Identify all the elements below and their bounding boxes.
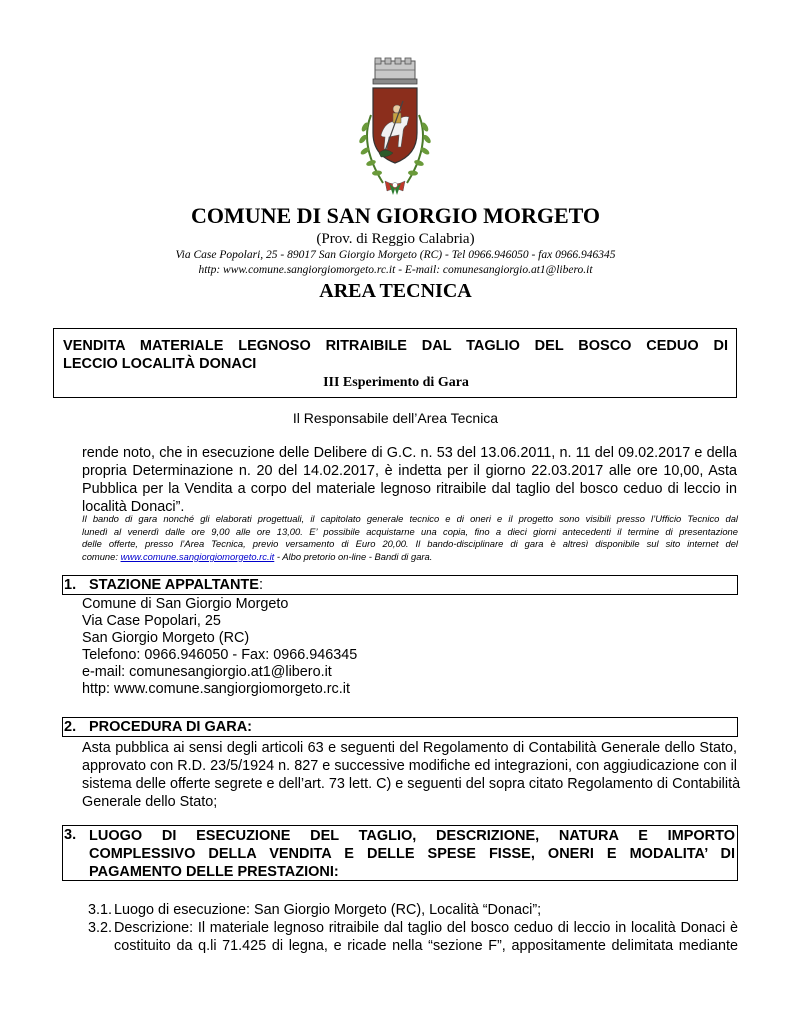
procedura-paragraph — [82, 739, 741, 811]
municipal-crest-icon — [345, 55, 445, 205]
procedura-line-3: sistema delle offerte segrete e dell’art. 73 lett. C) e seguenti del sopra citato Regolamento di Contabilità — [82, 776, 741, 792]
section-3-title-line-2: COMPLESSIVO DELLA VENDITA E DELLE SPESE FISSE, ONERI E MODALITA’ DI — [89, 846, 735, 862]
section-1-header — [62, 575, 738, 595]
notice-subtitle: III Esperimento di Gara — [323, 375, 469, 390]
section-1-title-text: STAZIONE APPALTANTE — [89, 577, 259, 593]
stazione-line-6: http: www.comune.sangiorgiomorgeto.rc.it — [82, 681, 350, 697]
responsabile-line: Il Responsabile dell’Area Tecnica — [292, 410, 499, 426]
notice-title-box — [53, 328, 737, 398]
note-line-2: lunedì al venerdì dalle ore 9,00 alle ore 13,00. E’ possibile acquistarne una copia, fino a dieci giorni antecedenti il termine di presentazione — [82, 525, 738, 537]
address-line: Via Case Popolari, 25 - 89017 San Giorgio Morgeto (RC) - Tel 0966.946050 - fax 0966.946345 — [175, 249, 616, 261]
notice-title-line-1: VENDITA MATERIALE LEGNOSO RITRAIBILE DAL TAGLIO DEL BOSCO CEDUO DI — [63, 338, 728, 354]
intro-paragraph — [82, 444, 737, 516]
section-2-number: 2. — [64, 719, 77, 735]
subsection-3-1-label: 3.1. — [88, 902, 113, 918]
subsection-3-2-line-2: costituito da q.li 71.425 di legna, e ricade nella “sezione F”, appositamente delimitata mediante — [114, 938, 738, 954]
availability-note — [82, 513, 738, 563]
procedura-line-1: Asta pubblica ai sensi degli articoli 63 e seguenti del Regolamento di Contabilità Generale dello Stato, — [82, 740, 737, 756]
section-1-title-colon: : — [258, 577, 263, 593]
stazione-line-1: Comune di San Giorgio Morgeto — [82, 596, 289, 612]
comune-title: COMUNE DI SAN GIORGIO MORGETO — [190, 203, 601, 228]
intro-line-1: rende noto, che in esecuzione delle Delibere di G.C. n. 53 del 13.06.2011, n. 11 del 09.02.2017 e della — [82, 445, 737, 461]
section-3-number: 3. — [64, 827, 77, 843]
stazione-appaltante-details — [82, 596, 357, 698]
provincia-subtitle: (Prov. di Reggio Calabria) — [316, 231, 475, 247]
procedura-line-2: approvato con R.D. 23/5/1924 n. 827 e successive modifiche ed integrazioni, con aggiudicazione con il — [82, 758, 737, 774]
subsection-3-2-line-1: Descrizione: Il materiale legnoso ritraibile dal taglio del bosco ceduo di leccio in località Donaci è — [114, 920, 738, 936]
intro-line-3: Pubblica per la Vendita a corpo del materiale legnoso ritraibile dal taglio del bosco ceduo di leccio in — [82, 481, 737, 497]
intro-line-4: località Donaci”. — [82, 499, 185, 515]
subsection-3-2-label: 3.2. — [88, 920, 113, 936]
web-email-line: http: www.comune.sangiorgiomorgeto.rc.it - E-mail: comunesangiorgio.at1@libero.it — [198, 264, 593, 276]
area-title: AREA TECNICA — [319, 280, 472, 302]
section-1-title — [89, 577, 263, 593]
section-3-title — [89, 827, 735, 881]
subsection-3-2-text — [114, 919, 738, 955]
subsection-3-1-text: Luogo di esecuzione: San Giorgio Morgeto (RC), Località “Donaci”; — [114, 902, 542, 918]
stazione-line-2: Via Case Popolari, 25 — [82, 613, 221, 629]
stazione-line-3: San Giorgio Morgeto (RC) — [82, 630, 250, 646]
comune-website-link[interactable]: www.comune.sangiorgiomorgeto.rc.it — [120, 550, 275, 562]
note-line-4-suffix: - Albo pretorio on-line - Bandi di gara. — [274, 550, 433, 562]
section-1-number: 1. — [64, 577, 77, 593]
note-line-3: delle offerte, presso l’Area Tecnica, previo versamento di Euro 20,00. Il bando-disciplinare di gara è altresì disponibile sul sito internet del — [82, 538, 738, 550]
stazione-line-5: e-mail: comunesangiorgio.at1@libero.it — [82, 664, 332, 680]
note-line-1: Il bando di gara nonché gli elaborati progettuali, il capitolato generale tecnico e di oneri e il progetto sono visibili presso l’Ufficio Tecnico dal — [82, 513, 738, 524]
note-line-4 — [82, 551, 738, 564]
notice-title — [63, 337, 728, 373]
notice-title-line-2: LECCIO LOCALITÀ DONACI — [63, 356, 257, 372]
section-2-header — [62, 717, 738, 737]
intro-line-2: propria Determinazione n. 20 del 14.02.2017, è indetta per il giorno 22.03.2017 alle ore 10,00, Asta — [82, 463, 737, 479]
section-2-title: PROCEDURA DI GARA: — [89, 719, 252, 735]
procedura-line-4: Generale dello Stato; — [82, 794, 218, 810]
stazione-line-4: Telefono: 0966.946050 - Fax: 0966.946345 — [82, 647, 358, 663]
section-3-title-line-1: LUOGO DI ESECUZIONE DEL TAGLIO, DESCRIZIONE, NATURA E IMPORTO — [89, 828, 735, 844]
section-3-title-line-3: PAGAMENTO DELLE PRESTAZIONI: — [89, 864, 339, 880]
section-3-header — [62, 825, 738, 881]
note-line-4-prefix: comune: — [82, 550, 121, 562]
